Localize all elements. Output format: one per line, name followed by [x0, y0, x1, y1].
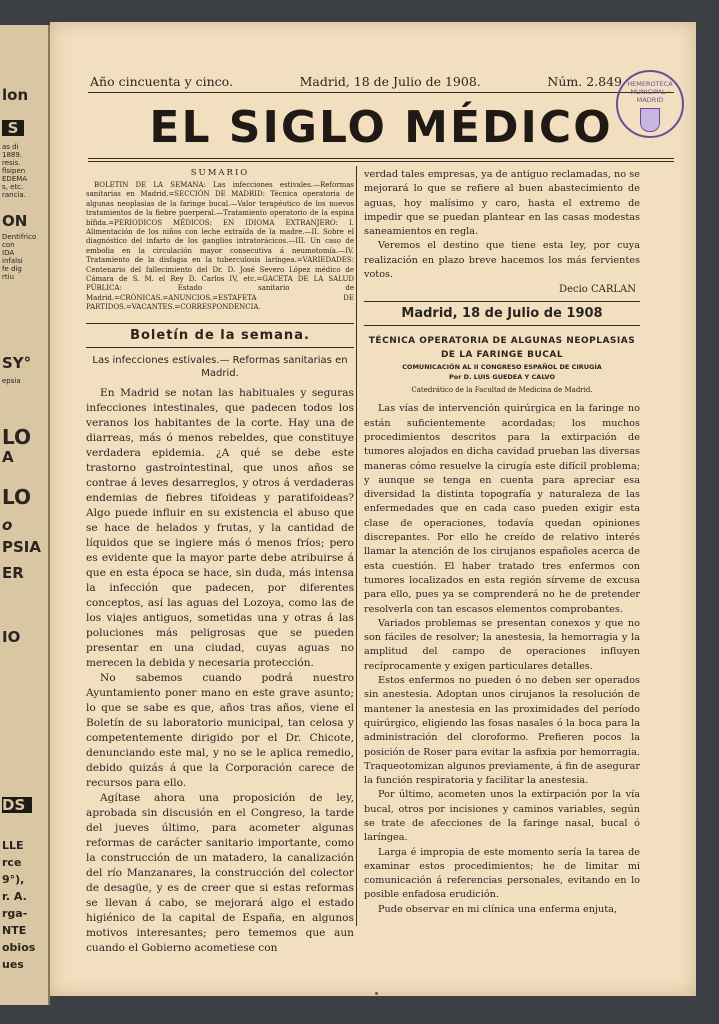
- prev-fragment: LLE rce 9°), r. A. rga- NTE obios ues: [2, 839, 36, 971]
- paragraph: Pude observar en mi clínica una enferma enjuta,: [378, 903, 618, 915]
- article-affiliation: Catedrático de la Facultad de Medicina de Madrid.: [411, 386, 593, 395]
- left-column: [86, 168, 354, 956]
- paragraph: Larga é impropia de este momento sería la tarea de examinar estos procedimientos; he de limitar mi comunicación á referencias personales, evitando en lo posible enfadosa erudición.: [364, 846, 640, 901]
- section-date-heading: Madrid, 18 de Julio de 1908: [364, 301, 640, 326]
- masthead-rule: [88, 158, 674, 159]
- prev-fragment: lon: [2, 86, 29, 104]
- newspaper-page: [50, 22, 696, 996]
- header-rule: [88, 92, 674, 93]
- article-communication: COMUNICACIÓN AL II CONGRESO ESPAÑOL DE CIRUGÍA: [402, 363, 602, 372]
- prev-fragment: IO: [2, 628, 21, 646]
- paragraph: No sabemos cuando podrá nuestro Ayuntamiento poner mano en este grave asunto; lo que se sabe es que, años tras años, viene el Boletín de su laboratorio municipal, tan celosa y competentemente dirigido por el Dr. Chicote, denunciando este mal, y no se le aplica remedio, debido quizás á que la Corporación carece de recursos para ello.: [86, 671, 354, 789]
- prev-fragment: LO: [2, 425, 32, 449]
- sumario-heading: SUMARIO: [190, 168, 250, 178]
- prev-fragment: ON: [2, 212, 28, 230]
- article-title: TÉCNICA OPERATORIA DE ALGUNAS NEOPLASIAS: [368, 336, 636, 347]
- prev-fragment: S: [2, 120, 24, 136]
- paragraph: En Madrid se notan las habituales y seguras infecciones intestinales, que padecen todos los veranos los habitantes de la corte. Hay una de diarreas, más ó menos rebeldes, que constituye verdadera epidemia. ¿A qué se debe este trastorno gastrointestinal, que unos años se contrae á leves desarreglos, y otros á verdaderas endemias de fiebres tifoideas y paratifoideas? Algo puede influir en su existencia el abuso que se hace de helados y frutas, y la cantidad de líquidos que se ingiere más ó menos fríos; pero es evidente que la mayor parte debe atribuirse á que en esta época se hace, sin duda, más intensa la infección que padecen, por diferentes conceptos, así las aguas del Lozoya, como las de los viajes antiguos, sometidas una y otras á las poluciones más peligrosas que se pueden presentar en una ciudad, cuyas aguas no merecen la debida y necesaria protección.: [86, 386, 354, 669]
- prev-fragment: PSIA: [2, 538, 41, 556]
- issue-number: Núm. 2.849: [547, 74, 622, 89]
- prev-fragment: o: [2, 516, 13, 534]
- prev-fragment: Dentifrico con IDA infalsi fe dig rtiu: [2, 233, 37, 281]
- previous-page-edge: [0, 25, 50, 1005]
- paragraph: Por último, acometen unos la extirpación por la vía bucal, otros por incisiones y caminos variables, según se trate de afecciones de la faringe nasal, bucal ó laríngea.: [364, 789, 640, 844]
- paragraph: Las vías de intervención quirúrgica en la faringe no están suficientemente acordadas; los muchos procedimientos descritos para la extirpación de tumores alojados en dicha cavidad prueban las diversas maneras cómo resuelve la cirugía este difícil problema; y aunque se tenga en cuenta para apreciar esa diversidad la distinta topografía y naturaleza de las enfermedades que en cada caso pueden exigir esta clase de operaciones, todavía quedan opiniones discrepantes. Por ello he creído de relativo interés llamar la atención de los cirujanos españoles acerca de esta cuestión. El haber tratado tres enfermos con tumores localizados en esta región sírveme de excusa para ello, pues ya se comprenderá no he de pretender resolverla con tan escasos elementos comprobantes.: [364, 403, 640, 615]
- paragraph: verdad tales empresas, ya de antiguo reclamadas, no se mejorará lo que se refiere al buen abastecimiento de aguas, hoy malísimo y caro, hasta el extremo de impedir que se puedan plantear en las casas modestas saneamientos en regla.: [364, 169, 640, 238]
- sumario-text: BOLETIN DE LA SEMANA: Las infecciones estivales.—Reformas sanitarias en Madrid.=SECCIÓN DE MADRID: Técnica operatoria de algunas neoplasias de la faringe bucal.—Valor terapéutico de los nuevos tratamientos de la fiebre puerperal.—Tratamiento operatorio de la espina bífida.=PERIODICOS MÉDICOS: EN IDIOMA EXTRANJERO: I. Alimentación de los niños con leche extraída de la madre.—II. Sobre el diagnóstico del infarto de los ganglios intratorácicos.—III. Un caso de embolia en la circulación mayor consecutiva á neumotomía.—IV. Tratamiento de la disfagia en la tuberculosis laríngea.=VARIEDADES: Centenario del fallecimiento del Dr. D. José Severo López médico de Cámara de S. M. el Rey D. Carlos IV, etc.=GACETA DE LA SALUD PÚBLICA: Estado sanitario de Madrid.=CRÓNICAS.=ANUNCIOS.=ESTAFETA DE PARTIDOS.=VACANTES.=CORRESPONDENCIA.: [86, 181, 354, 312]
- article-body: [364, 402, 640, 917]
- masthead-rule-double: [88, 161, 674, 162]
- coat-of-arms-icon: [640, 108, 660, 132]
- paragraph: Veremos el destino que tiene esta ley, por cuya realización en plazo breve hacemos los más fervientes votos.: [364, 240, 640, 281]
- prev-fragment: DS: [2, 797, 32, 813]
- article-title-line2: DE LA FARINGE BUCAL: [440, 350, 564, 361]
- signature: Decio CARLAN: [559, 284, 636, 296]
- issue-date: Madrid, 18 de Julio de 1908.: [299, 74, 481, 89]
- stamp-text: HEMEROTECA MUNICIPAL · MADRID: [627, 80, 673, 104]
- page-dot: [375, 992, 378, 995]
- prev-fragment: as di 1889. resis. flsipen EDEMA s, etc. rancia.: [2, 143, 28, 199]
- prev-fragment: ER: [2, 564, 24, 582]
- year-line: Año cincuenta y cinco.: [90, 74, 233, 89]
- masthead-title: EL SIGLO MÉDICO: [149, 102, 613, 153]
- prev-fragment: epsia: [2, 377, 21, 385]
- prev-fragment: SY°: [2, 354, 32, 372]
- issue-header: [90, 74, 670, 89]
- boletin-body: [86, 386, 354, 956]
- boletin-continuation: [364, 168, 640, 282]
- prev-fragment: A: [2, 448, 14, 466]
- library-stamp: [616, 70, 684, 138]
- prev-fragment: LO: [2, 485, 32, 509]
- column-divider: [356, 166, 357, 926]
- boletin-title: Boletín de la semana.: [86, 323, 354, 348]
- boletin-subtitle: Las infecciones estivales.— Reformas sanitarias en Madrid.: [92, 354, 348, 379]
- paragraph: Agítase ahora una proposición de ley, aprobada sin discusión en el Congreso, la tarde del jueves último, para acometer algunas reformas de carácter sanitario importante, como la construcción de un matadero, la canalización del río Manzanares, la construcción del colector de desagüe, y es de creer que si estas reformas se llevan á cabo, se mejorará algo el estado higiénico de la capital de España, en algunos motivos interesantes; pero tememos que aun cuando el Gobierno acometiese con: [86, 791, 354, 954]
- article-author: Por D. LUIS GUEDEA Y CALVO: [448, 373, 556, 382]
- right-column: [364, 168, 640, 917]
- paragraph: Estos enfermos no pueden ó no deben ser operados sin anestesia. Adoptan unos cirujanos la resolución de mantener la anestesia en las proximidades del período quirúrgico, eligiendo las fosas nasales ó la boca para la administración del cloroformo. Prefieren pocos la posición de Roser para evitar la asfixia por hemorragia. Traqueotomizan algunos previamente, á fin de asegurar la función respiratoria y facilitar la anestesia.: [364, 675, 640, 787]
- paragraph: Variados problemas se presentan conexos y que no son fáciles de resolver; la anestesia, la hemorragia y la amplitud del campo de operaciones influyen recíprocamente y exigen particulares detalles.: [364, 617, 640, 672]
